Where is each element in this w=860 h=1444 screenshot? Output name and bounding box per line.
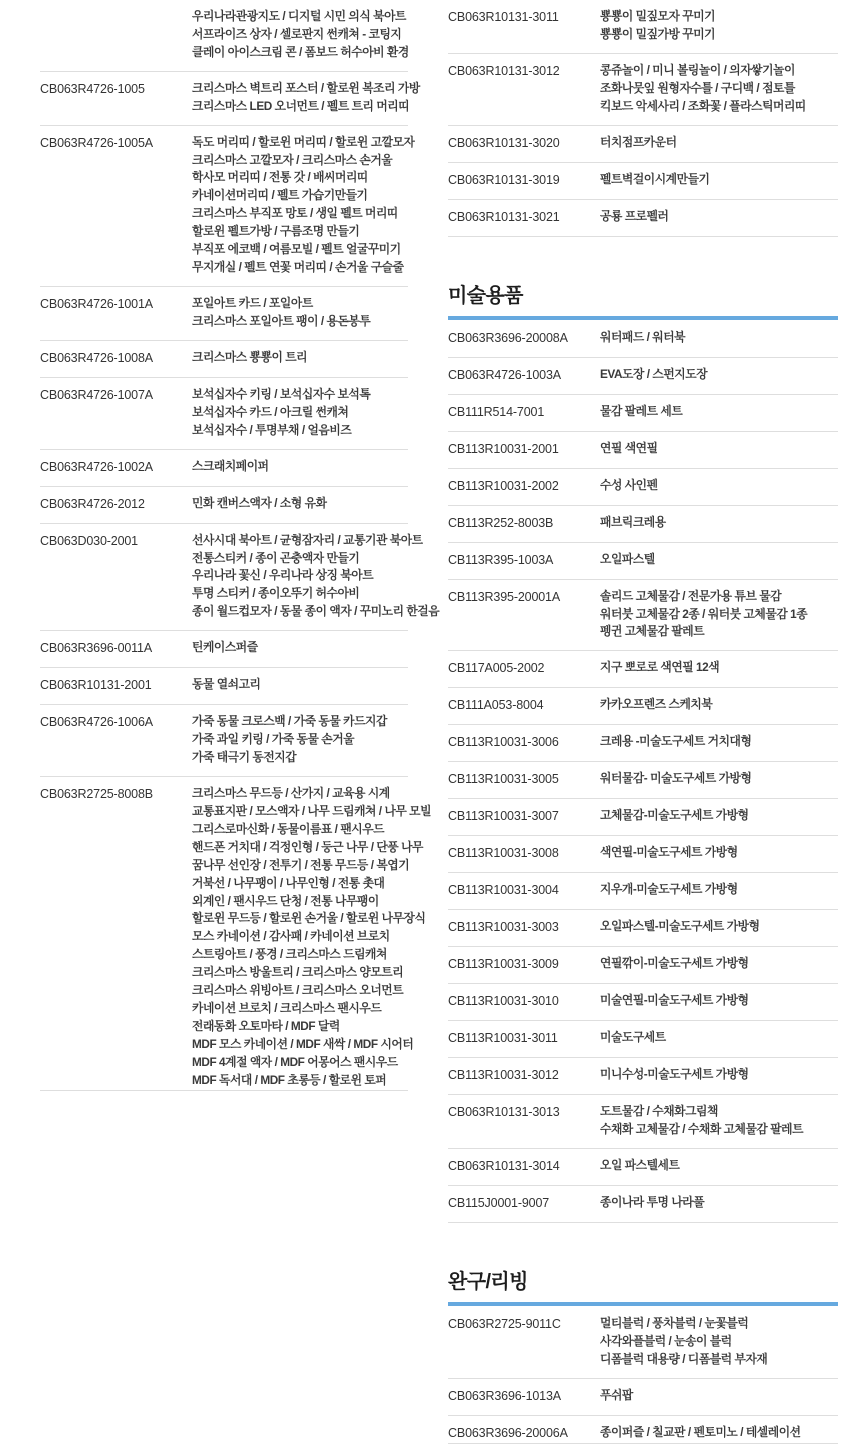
product-name-list [600, 688, 838, 725]
product-code: CB063R4726-2012 [40, 496, 145, 511]
catalog-section [448, 1223, 838, 1444]
product-name-list [600, 199, 838, 236]
table-row[interactable] [448, 468, 838, 505]
product-name-line: 미술연필-미술도구세트 가방형 [600, 993, 749, 1008]
product-name-line: 스크래치페이퍼 [192, 458, 269, 473]
product-name-list [600, 984, 838, 1021]
right-column [430, 0, 860, 1440]
product-name-list [192, 486, 408, 523]
table-row[interactable] [448, 873, 838, 910]
table-row[interactable] [448, 1307, 838, 1378]
table-row[interactable] [40, 668, 408, 705]
left-product-table [40, 0, 440, 1091]
product-name-line: MDF 모스 카네이션 / MDF 새싹 / MDF 시어터 [192, 1036, 414, 1051]
product-code: CB111A053-8004 [448, 698, 544, 713]
product-name-line: 크리스마스 방울트리 / 크리스마스 양모트리 [192, 965, 404, 980]
product-code: CB113R10031-2001 [448, 441, 559, 456]
product-name-line: MDF 독서대 / MDF 초롱등 / 할로윈 토퍼 [192, 1072, 387, 1087]
product-name-line: 펭귄 고체물감 팔레트 [600, 624, 705, 639]
product-code: CB063R3696-1013A [448, 1388, 561, 1403]
product-name-line: 그리스로마신화 / 동물이름표 / 팬시우드 [192, 821, 385, 836]
section-title: 완구/리빙 [448, 1271, 528, 1294]
product-name-list [600, 910, 838, 947]
product-name-line: 거북선 / 나무팽이 / 나무인형 / 전통 촛대 [192, 875, 385, 890]
product-name-list [600, 505, 838, 542]
section-title: 미술용품 [448, 284, 523, 307]
table-row[interactable] [40, 0, 408, 71]
product-name-line: 고체물감-미술도구세트 가방형 [600, 808, 749, 823]
product-code: CB117A005-2002 [448, 661, 545, 676]
product-name-line: 킥보드 악세사리 / 조화꽃 / 플라스틱머리띠 [600, 98, 806, 113]
table-row[interactable] [448, 1021, 838, 1058]
table-row[interactable] [448, 1415, 838, 1443]
product-name-line: 서프라이즈 상자 / 셀로판지 썬캐쳐 - 코팅지 [192, 26, 402, 41]
product-name-line: 교통표지판 / 모스액자 / 나무 드림캐쳐 / 나무 모빌 [192, 803, 432, 818]
product-name-line: 가죽 동물 크로스백 / 가죽 동물 카드지갑 [192, 714, 387, 729]
product-name-line: 우리나라 꽃신 / 우리나라 상징 북아트 [192, 568, 374, 583]
product-name-line: 보석십자수 키링 / 보석십자수 보석톡 [192, 386, 371, 401]
product-name-list [600, 651, 838, 688]
product-name-line: 디폼블럭 대용량 / 디폼블럭 부자재 [600, 1352, 768, 1367]
product-name-line: 크레용 -미술도구세트 거치대형 [600, 734, 752, 749]
product-code: CB113R10031-3007 [448, 809, 559, 824]
product-name-line: 선사시대 북아트 / 균형잠자리 / 교통기관 북아트 [192, 532, 423, 547]
table-row[interactable] [40, 125, 408, 286]
product-name-list [192, 631, 408, 668]
product-name-line: 꿈나무 선인장 / 전투기 / 전통 무드등 / 복엽기 [192, 857, 410, 872]
right-top-product-table [448, 0, 838, 237]
product-name-list [600, 725, 838, 762]
product-name-line: 민화 캔버스액자 / 소형 유화 [192, 495, 327, 510]
table-row[interactable] [448, 321, 838, 358]
table-row[interactable] [448, 53, 838, 125]
product-name-list [192, 449, 408, 486]
table-row[interactable] [40, 523, 408, 631]
product-name-list [600, 162, 838, 199]
product-name-list [600, 431, 838, 468]
product-name-line: 전래동화 오토마타 / MDF 달력 [192, 1018, 340, 1033]
product-name-line: 워터물감- 미술도구세트 가방형 [600, 771, 752, 786]
catalog-section [448, 237, 838, 1224]
table-row[interactable] [448, 1378, 838, 1415]
product-name-line: 할로윈 펠트가방 / 구름조명 만들기 [192, 224, 360, 239]
product-name-line: 종이 월드컵모자 / 동물 종이 액자 / 꾸미노리 한걸음 [192, 604, 440, 619]
product-name-list [192, 286, 408, 340]
table-row[interactable] [448, 1149, 838, 1186]
table-row[interactable] [448, 1095, 838, 1149]
product-name-list [600, 394, 838, 431]
product-name-list [600, 1378, 838, 1415]
product-code: CB063R10131-2001 [40, 678, 152, 693]
product-name-list [600, 873, 838, 910]
product-name-list [600, 799, 838, 836]
product-name-line: 종이나라 투명 나라풀 [600, 1195, 705, 1210]
table-row[interactable] [448, 836, 838, 873]
product-name-list [192, 71, 420, 125]
table-row[interactable] [40, 486, 408, 523]
product-name-list [600, 0, 838, 53]
product-name-line: MDF 4계절 액자 / MDF 어몽어스 팬시우드 [192, 1054, 398, 1069]
product-name-line: 수성 사인펜 [600, 477, 658, 492]
section-spacer [448, 1223, 838, 1265]
product-code: CB113R395-20001A [448, 589, 561, 604]
product-code: CB115J0001-9007 [448, 1196, 550, 1211]
product-name-line: 크리스마스 뿅뿅이 트리 [192, 349, 308, 364]
product-code: CB113R10031-3008 [448, 846, 559, 861]
product-name-line: 동물 열쇠고리 [192, 677, 261, 692]
product-name-list [192, 776, 432, 1090]
table-row[interactable] [448, 651, 838, 688]
product-name-list [192, 0, 408, 71]
table-row[interactable] [448, 579, 838, 651]
product-code: CB113R10031-3012 [448, 1068, 559, 1083]
product-code: CB063R10131-3019 [448, 172, 560, 187]
product-code: CB113R395-1003A [448, 552, 554, 567]
product-code: CB063R3696-20006A [448, 1425, 568, 1440]
product-name-list [600, 1186, 838, 1223]
product-name-line: 워터붓 고체물감 2종 / 워터붓 고체물감 1종 [600, 606, 808, 621]
product-code: CB063R4726-1002A [40, 459, 153, 474]
product-code: CB063R4726-1005A [40, 135, 153, 150]
table-row[interactable] [448, 162, 838, 199]
product-name-list [600, 125, 838, 162]
product-name-line: 오일파스텔-미술도구세트 가방형 [600, 919, 760, 934]
product-name-line: 전통스티커 / 종이 곤충액자 만들기 [192, 550, 360, 565]
section-spacer [448, 237, 838, 279]
product-name-line: 클레이 아이스크림 콘 / 폼보드 허수아비 환경 [192, 44, 409, 59]
product-name-line: 종이퍼즐 / 칠교판 / 펜토미노 / 테셀레이션 [600, 1424, 801, 1439]
product-name-line: 물감 팔레트 세트 [600, 403, 683, 418]
product-name-list [600, 468, 838, 505]
product-name-list [600, 542, 838, 579]
product-name-line: 가죽 태극기 동전지갑 [192, 750, 297, 765]
product-name-list [600, 762, 838, 799]
product-name-line: 투명 스티커 / 종이오뚜기 허수아비 [192, 586, 360, 601]
product-name-list [600, 321, 838, 358]
product-name-line: EVA도장 / 스펀지도장 [600, 366, 708, 381]
product-name-list [600, 1021, 838, 1058]
table-row[interactable] [448, 542, 838, 579]
product-name-list [192, 340, 408, 377]
product-name-line: 연필깎이-미술도구세트 가방형 [600, 956, 749, 971]
product-name-line: 외계인 / 팬시우드 단청 / 전통 나무팽이 [192, 893, 379, 908]
table-row[interactable] [40, 286, 408, 340]
section-product-table [448, 321, 838, 1224]
product-code: CB063R4726-1006A [40, 715, 153, 730]
table-row[interactable] [448, 947, 838, 984]
product-name-line: 보석십자수 / 투명부채 / 얼음비즈 [192, 422, 352, 437]
product-name-line: 크리스마스 위빙아트 / 크리스마스 오너먼트 [192, 983, 404, 998]
table-row[interactable] [448, 199, 838, 236]
product-name-list [600, 1307, 838, 1378]
table-row[interactable] [40, 377, 408, 449]
product-name-line: 솔리드 고체물감 / 전문가용 튜브 물감 [600, 588, 782, 603]
product-name-list [600, 1149, 838, 1186]
table-row[interactable] [448, 910, 838, 947]
product-name-line: 우리나라관광지도 / 디지털 시민 의식 북아트 [192, 9, 406, 23]
product-name-line: 지우개-미술도구세트 가방형 [600, 882, 738, 897]
product-name-line: 연필 색연필 [600, 440, 658, 455]
product-name-list [600, 1058, 838, 1095]
product-name-line: 공룡 프로펠러 [600, 208, 669, 223]
table-row[interactable] [40, 340, 408, 377]
table-row[interactable] [40, 776, 408, 1090]
product-name-line: 오일파스텔 [600, 551, 655, 566]
product-name-list [600, 357, 838, 394]
product-name-line: 수채화 고체물감 / 수채화 고체물감 팔레트 [600, 1122, 804, 1137]
product-code: CB113R10031-3004 [448, 883, 559, 898]
product-name-line: 크리스마스 포일아트 팽이 / 용돈봉투 [192, 313, 371, 328]
table-row[interactable] [448, 0, 838, 53]
product-name-line: 가죽 과일 키링 / 가죽 동물 손거울 [192, 732, 355, 747]
product-code: CB113R10031-3011 [448, 1031, 558, 1046]
product-name-line: 푸쉬팝 [600, 1387, 633, 1402]
product-code: CB063R10131-3021 [448, 209, 560, 224]
product-code: CB113R10031-3003 [448, 920, 559, 935]
product-code: CB113R10031-3006 [448, 735, 559, 750]
product-name-list [192, 125, 415, 286]
product-code: CB063R3696-0011A [40, 641, 153, 656]
product-name-line: 지구 뽀로로 색연필 12색 [600, 660, 720, 675]
product-name-line: 멀티블럭 / 풍차블럭 / 눈꽃블럭 [600, 1316, 749, 1331]
product-code: CB113R252-8003B [448, 515, 554, 530]
product-name-line: 크리스마스 부직포 망토 / 생일 펠트 머리띠 [192, 206, 398, 221]
product-name-line: 뿅뿅이 밀짚모자 꾸미기 [600, 9, 716, 23]
product-name-line: 독도 머리띠 / 할로윈 머리띠 / 할로윈 고깔모자 [192, 134, 415, 149]
table-row[interactable] [448, 984, 838, 1021]
right-sections [448, 237, 838, 1444]
product-name-line: 미술도구세트 [600, 1030, 666, 1045]
product-code: CB111R514-7001 [448, 404, 545, 419]
product-code: CB063R10131-3011 [448, 10, 559, 24]
product-name-list [600, 53, 838, 125]
table-row[interactable] [448, 125, 838, 162]
product-name-line: 미니수성-미술도구세트 가방형 [600, 1067, 749, 1082]
table-row[interactable] [448, 357, 838, 394]
product-code: CB113R10031-3010 [448, 994, 559, 1009]
product-name-line: 핸드폰 거치대 / 걱정인형 / 둥근 나무 / 단풍 나무 [192, 839, 423, 854]
product-code: CB113R10031-3005 [448, 772, 559, 787]
left-column [0, 0, 440, 1103]
table-row[interactable] [40, 449, 408, 486]
product-name-line: 학사모 머리띠 / 전통 갓 / 배씨머리띠 [192, 170, 368, 185]
product-code: CB063R2725-9011C [448, 1317, 561, 1332]
product-name-line: 펠트벽걸이시계만들기 [600, 171, 710, 186]
table-row[interactable] [448, 725, 838, 762]
product-code: CB113R10031-2002 [448, 478, 559, 493]
product-name-line: 부직포 에코백 / 여름모빌 / 펠트 얼굴꾸미기 [192, 242, 401, 257]
product-name-line: 카네이션 브로치 / 크리스마스 팬시우드 [192, 1001, 382, 1016]
product-name-list [600, 1415, 838, 1443]
section-accent-bar [448, 316, 838, 320]
product-code: CB063R4726-1007A [40, 387, 153, 402]
product-code: CB063R4726-1005 [40, 81, 145, 96]
product-name-line: 할로윈 무드등 / 할로윈 손거울 / 할로윈 나무장식 [192, 911, 426, 926]
product-code [40, 0, 192, 71]
table-row[interactable] [40, 705, 408, 777]
product-code: CB063R4726-1001A [40, 296, 153, 311]
product-code: CB063D030-2001 [40, 533, 138, 548]
product-name-line: 조화나뭇잎 원형자수틀 / 구디백 / 점토틀 [600, 80, 795, 95]
product-code: CB063R10131-3013 [448, 1105, 560, 1120]
product-name-line: 색연필-미술도구세트 가방형 [600, 845, 738, 860]
product-name-line: 사각와플블럭 / 눈송이 블럭 [600, 1334, 732, 1349]
product-name-list [192, 377, 408, 449]
product-name-line: 크리스마스 고깔모자 / 크리스마스 손거울 [192, 152, 393, 167]
product-name-line: 스트링아트 / 풍경 / 크리스마스 드림캐쳐 [192, 947, 387, 962]
section-product-table [448, 1307, 838, 1444]
product-name-list [192, 523, 440, 631]
product-name-line: 도트물감 / 수채화그림책 [600, 1104, 718, 1119]
product-name-line: 보석십자수 카드 / 아크릴 썬캐쳐 [192, 404, 349, 419]
product-name-line: 패브릭크레용 [600, 514, 666, 529]
product-name-list [600, 947, 838, 984]
table-row[interactable] [448, 505, 838, 542]
table-row[interactable] [448, 1058, 838, 1095]
table-row[interactable] [40, 631, 408, 668]
product-name-line: 크리스마스 벽트리 포스터 / 할로윈 복조리 가방 [192, 80, 420, 95]
product-name-line: 카카오프렌즈 스케치북 [600, 697, 713, 712]
table-row[interactable] [448, 688, 838, 725]
product-code: CB113R10031-3009 [448, 957, 559, 972]
product-name-list [600, 579, 838, 651]
product-code: CB063R3696-20008A [448, 330, 568, 345]
table-row[interactable] [448, 1186, 838, 1223]
table-row[interactable] [448, 431, 838, 468]
product-name-list [600, 1095, 838, 1149]
table-row[interactable] [40, 71, 408, 125]
product-code: CB063R10131-3012 [448, 63, 560, 78]
table-row[interactable] [448, 394, 838, 431]
product-name-line: 크리스마스 무드등 / 산가지 / 교육용 시계 [192, 785, 390, 800]
table-row[interactable] [448, 799, 838, 836]
product-code: CB063R2725-8008B [40, 786, 153, 801]
product-name-line: 워터패드 / 워터북 [600, 329, 686, 344]
section-accent-bar [448, 1302, 838, 1306]
product-name-list [192, 705, 408, 777]
product-name-line: 오일 파스텔세트 [600, 1158, 680, 1173]
product-name-line: 터치점프카운터 [600, 134, 677, 149]
product-name-line: 콩쥬놀이 / 미니 볼링놀이 / 의자쌓기놀이 [600, 62, 795, 77]
product-name-line: 무지개실 / 펠트 연꽃 머리띠 / 손거울 구슬줄 [192, 260, 404, 275]
product-name-line: 모스 카네이션 / 감사패 / 카네이션 브로치 [192, 929, 390, 944]
product-code: CB063R4726-1008A [40, 350, 153, 365]
product-name-line: 카네이션머리띠 / 펠트 가습기만들기 [192, 188, 368, 203]
product-name-list [192, 668, 408, 705]
product-code: CB063R10131-3020 [448, 135, 560, 150]
product-name-line: 뿅뿅이 밀짚가방 꾸미기 [600, 26, 716, 41]
product-name-list [600, 836, 838, 873]
product-code: CB063R4726-1003A [448, 367, 561, 382]
product-name-line: 포일아트 카드 / 포일아트 [192, 295, 313, 310]
product-name-line: 틴케이스퍼즐 [192, 640, 258, 655]
table-row[interactable] [448, 762, 838, 799]
product-name-line: 크리스마스 LED 오너먼트 / 펠트 트리 머리띠 [192, 98, 410, 113]
product-code: CB063R10131-3014 [448, 1159, 560, 1174]
